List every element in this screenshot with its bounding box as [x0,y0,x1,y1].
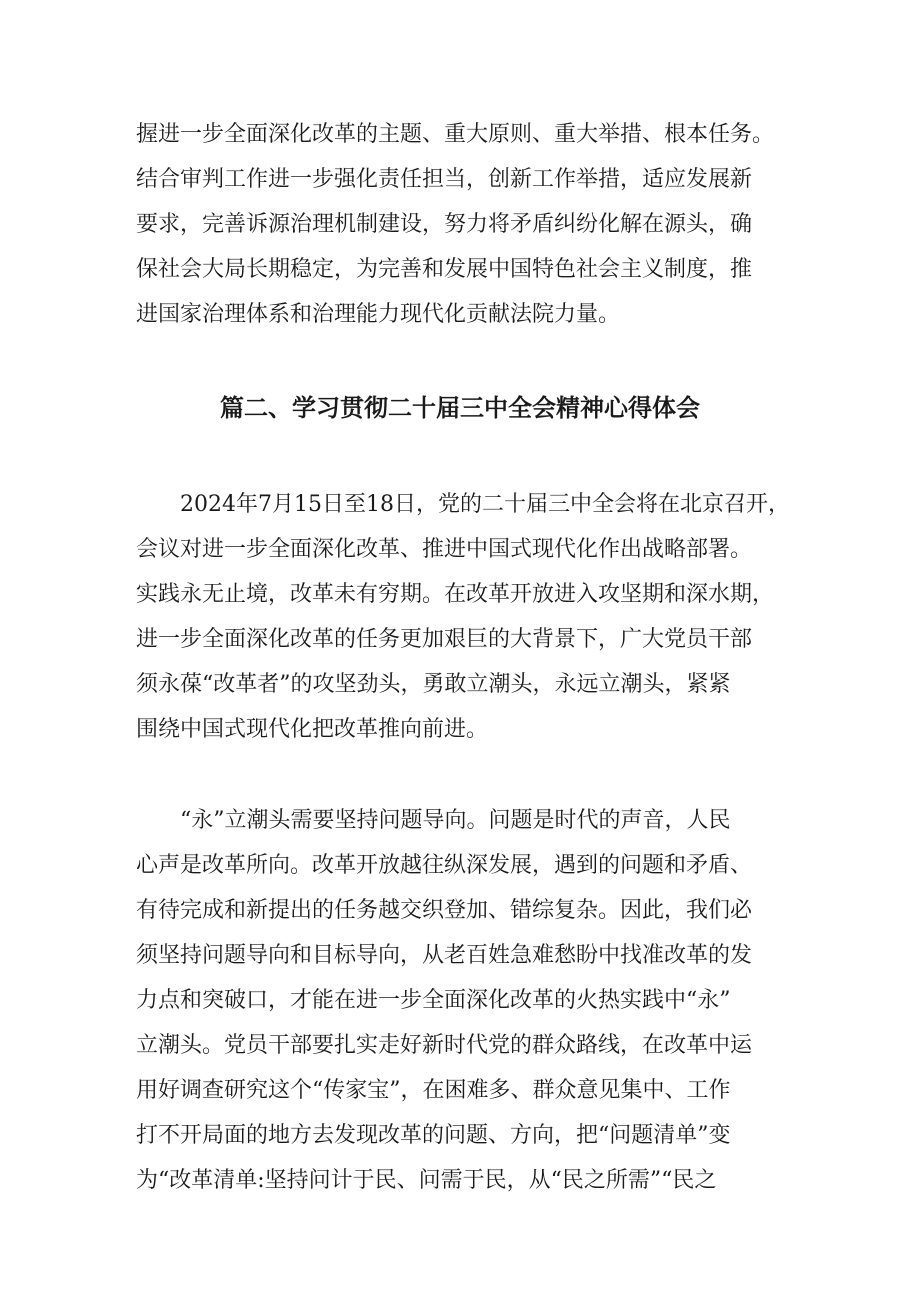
text-line: 保社会大局长期稳定，为完善和发展中国特色社会主义制度，推 [136,257,753,282]
text-line: 结合审判工作进一步强化责任担当，创新工作举措，适应发展新 [136,167,753,192]
text-line: 力点和突破口，才能在进一步全面深化改革的火热实践中“永” [136,988,731,1013]
continued-paragraph [136,112,796,337]
paragraph-2 [136,798,796,1203]
text-line: 进国家治理体系和治理能力现代化贡献法院力量。 [136,302,621,327]
text-line: 用好调查研究这个“传家宝”，在困难多、群众意见集中、工作 [136,1078,731,1103]
text-line: 握进一步全面深化改革的主题、重大原则、重大举措、根本任务。 [136,122,775,147]
text-line: 心声是改革所向。改革开放越往纵深发展，遇到的问题和矛盾、 [136,853,753,878]
text-line: 打不开局面的地方去发现改革的问题、方向，把“问题清单”变 [136,1123,731,1148]
section-heading: 篇二、学习贯彻二十届三中全会精神心得体会 [220,394,700,422]
text-line: 为“改革清单:坚持问计于民、问需于民，从“民之所需”“民之 [136,1168,717,1193]
text-line: “永”立潮头需要坚持问题导向。问题是时代的声音，人民 [180,808,731,833]
text-line: 进一步全面深化改革的任务更加艰巨的大背景下，广大党员干部 [136,627,753,652]
text-line: 会议对进一步全面深化改革、推进中国式现代化作出战略部署。 [136,537,753,562]
text-line: 要求，完善诉源治理机制建设，努力将矛盾纠纷化解在源头，确 [136,212,753,237]
text-line: 实践永无止境，改革未有穷期。在改革开放进入攻坚期和深水期， [136,582,775,607]
text-line: 须坚持问题导向和目标导向，从老百姓急难愁盼中找准改革的发 [136,943,753,968]
text-line: 须永葆“改革者”的攻坚劲头，勇敢立潮头，永远立潮头，紧紧 [136,672,731,697]
paragraph-1 [136,482,796,752]
text-line: 有待完成和新提出的任务越交织登加、错综复杂。因此，我们必 [136,898,753,923]
text-line: 立潮头。党员干部要扎实走好新时代党的群众路线，在改革中运 [136,1033,753,1058]
text-line: 围绕中国式现代化把改革推向前进。 [136,717,489,742]
text-line: 2024年7月15日至18日，党的二十届三中全会将在北京召开， [180,492,790,517]
